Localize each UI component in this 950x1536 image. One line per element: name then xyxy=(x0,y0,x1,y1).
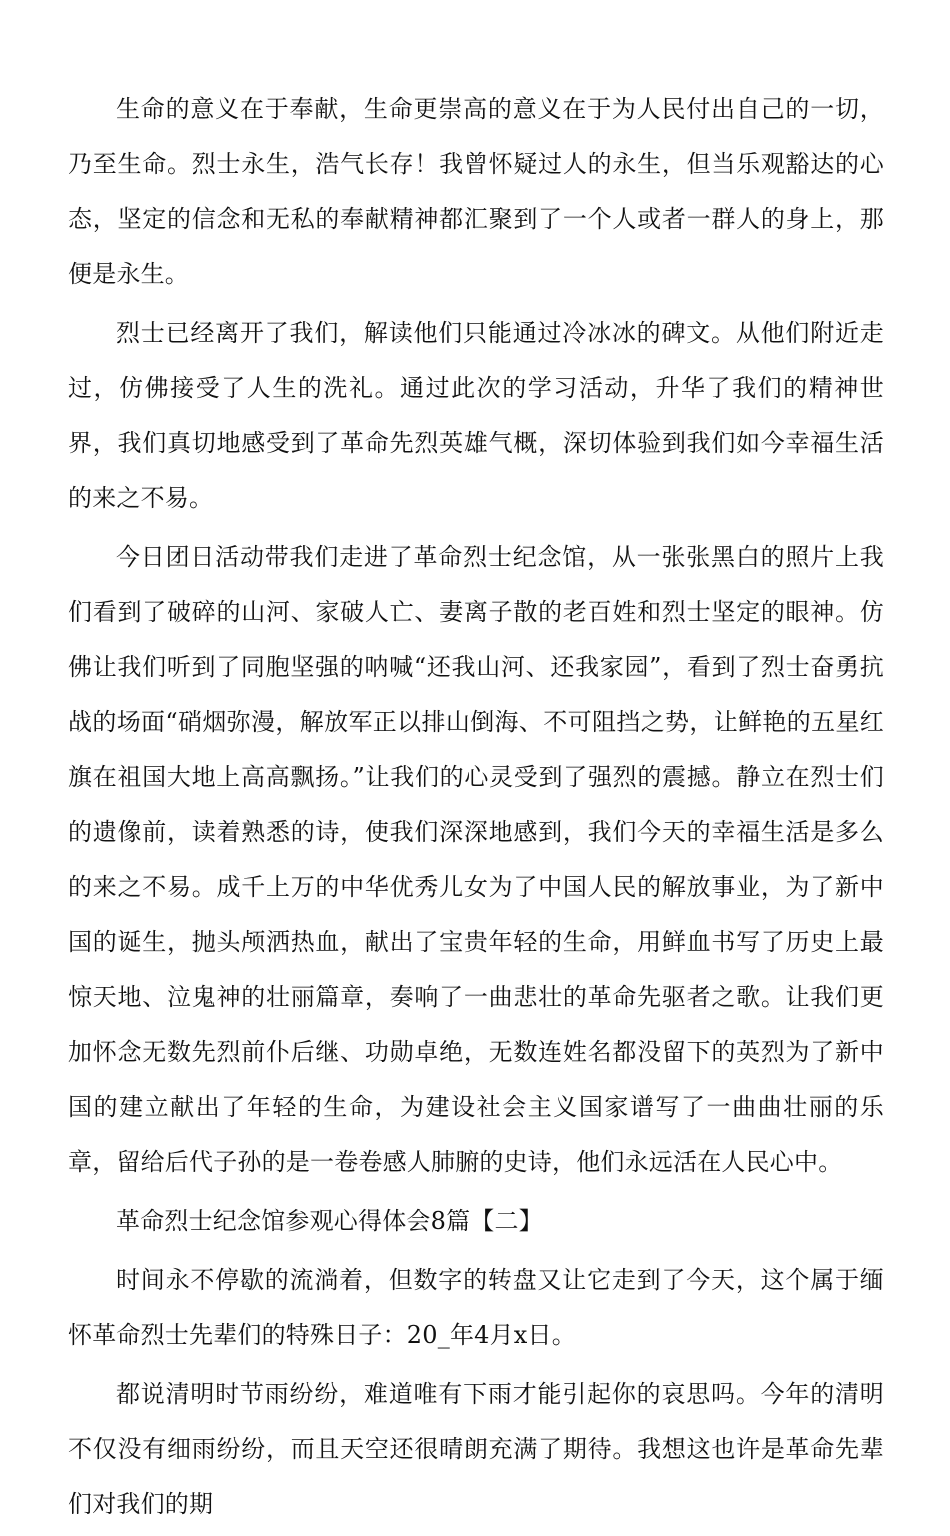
document-page xyxy=(68,82,884,1536)
paragraph-2: 烈士已经离开了我们，解读他们只能通过冷冰冰的碑文。从他们附近走过，仿佛接受了人生的洗礼。通过此次的学习活动，升华了我们的精神世界，我们真切地感受到了革命先烈英雄气概，深切体验到我们如今幸福生活的来之不易。 xyxy=(68,319,884,512)
paragraph-1: 生命的意义在于奉献，生命更崇高的意义在于为人民付出自己的一切，乃至生命。烈士永生，浩气长存！我曾怀疑过人的永生，但当乐观豁达的心态，坚定的信念和无私的奉献精神都汇聚到了一个人或者一群人的身上，那便是永生。 xyxy=(68,95,884,288)
paragraph-4: 时间永不停歇的流淌着，但数字的转盘又让它走到了今天，这个属于缅怀革命烈士先辈们的特殊日子：20_年4月x日。 xyxy=(68,1266,884,1349)
paragraph-3: 今日团日活动带我们走进了革命烈士纪念馆，从一张张黑白的照片上我们看到了破碎的山河、家破人亡、妻离子散的老百姓和烈士坚定的眼神。仿佛让我们听到了同胞坚强的呐喊“还我山河、还我家园”，看到了烈士奋勇抗战的场面“硝烟弥漫，解放军正以排山倒海、不可阻挡之势，让鲜艳的五星红旗在祖国大地上高高飘扬。”让我们的心灵受到了强烈的震撼。静立在烈士们的遗像前，读着熟悉的诗，使我们深深地感到，我们今天的幸福生活是多么的来之不易。成千上万的中华优秀儿女为了中国人民的解放事业，为了新中国的诞生，抛头颅洒热血，献出了宝贵年轻的生命，用鲜血书写了历史上最惊天地、泣鬼神的壮丽篇章，奏响了一曲悲壮的革命先驱者之歌。让我们更加怀念无数先烈前仆后继、功勋卓绝，无数连姓名都没留下的英烈为了新中国的建立献出了年轻的生命，为建设社会主义国家谱写了一曲曲壮丽的乐章，留给后代子孙的是一卷卷感人肺腑的史诗，他们永远活在人民心中。 xyxy=(68,543,884,1176)
paragraph-5: 都说清明时节雨纷纷，难道唯有下雨才能引起你的哀思吗。今年的清明不仅没有细雨纷纷，而且天空还很晴朗充满了期待。我想这也许是革命先辈们对我们的期 xyxy=(68,1380,884,1518)
section-heading: 革命烈士纪念馆参观心得体会8篇【二】 xyxy=(116,1207,543,1235)
